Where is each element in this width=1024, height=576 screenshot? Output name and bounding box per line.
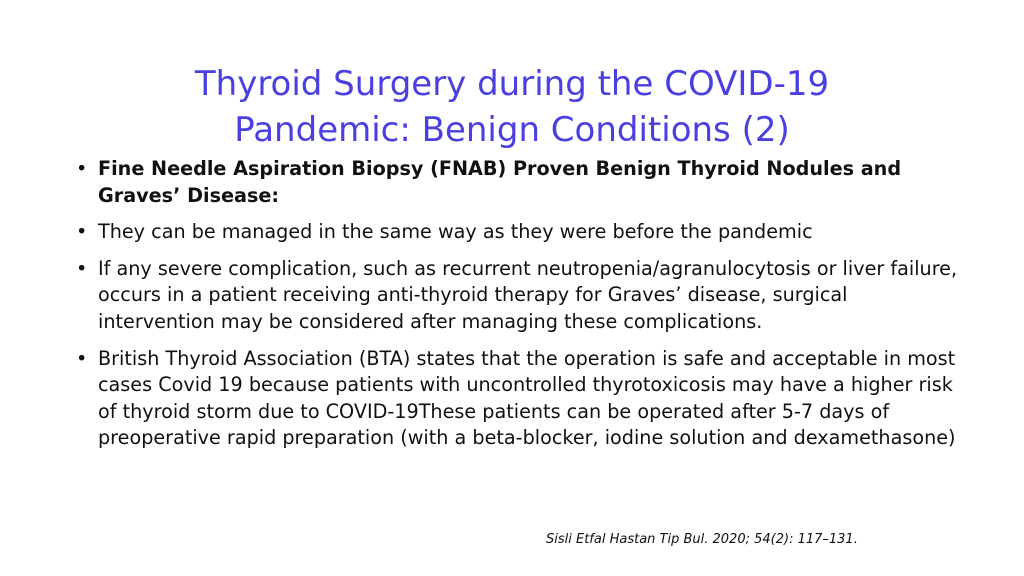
bullet-item-managed-same-way bbox=[76, 219, 966, 246]
bullet-item-bta-statement bbox=[76, 346, 966, 452]
bullet-text: British Thyroid Association (BTA) states that the operation is safe and acceptable in most cases Covid 19 because patients with uncontrolled thyrotoxicosis may have a higher risk of thyroid storm due to COVID-19These patients can be operated after 5-7 days of preoperative rapid preparation (with a beta-blocker, iodine solution and dexamethasone) bbox=[98, 346, 956, 450]
slide-title-line-1: Thyroid Surgery during the COVID-19 bbox=[194, 63, 830, 104]
bullet-list bbox=[76, 156, 966, 462]
bullet-item-fnab-heading bbox=[76, 156, 966, 209]
bullet-icon: • bbox=[76, 346, 88, 370]
slide-title-line-2: Pandemic: Benign Conditions (2) bbox=[234, 109, 790, 150]
bullet-text: If any severe complication, such as recurrent neutropenia/agranulocytosis or liver failure, occurs in a patient receiving anti-thyroid therapy for Graves’ disease, surgical intervention may be considered after managing these complications. bbox=[98, 256, 958, 333]
bullet-icon: • bbox=[76, 256, 88, 280]
bullet-icon: • bbox=[76, 157, 88, 180]
bullet-icon: • bbox=[76, 220, 88, 244]
bullet-text: They can be managed in the same way as they were before the pandemic bbox=[98, 220, 813, 244]
citation: Sisli Etfal Hastan Tip Bul. 2020; 54(2): 117–131. bbox=[546, 532, 858, 547]
bullet-text: Fine Needle Aspiration Biopsy (FNAB) Proven Benign Thyroid Nodules and Graves’ Disease: bbox=[98, 157, 902, 207]
bullet-item-severe-complication bbox=[76, 256, 966, 336]
slide-title bbox=[70, 61, 954, 153]
